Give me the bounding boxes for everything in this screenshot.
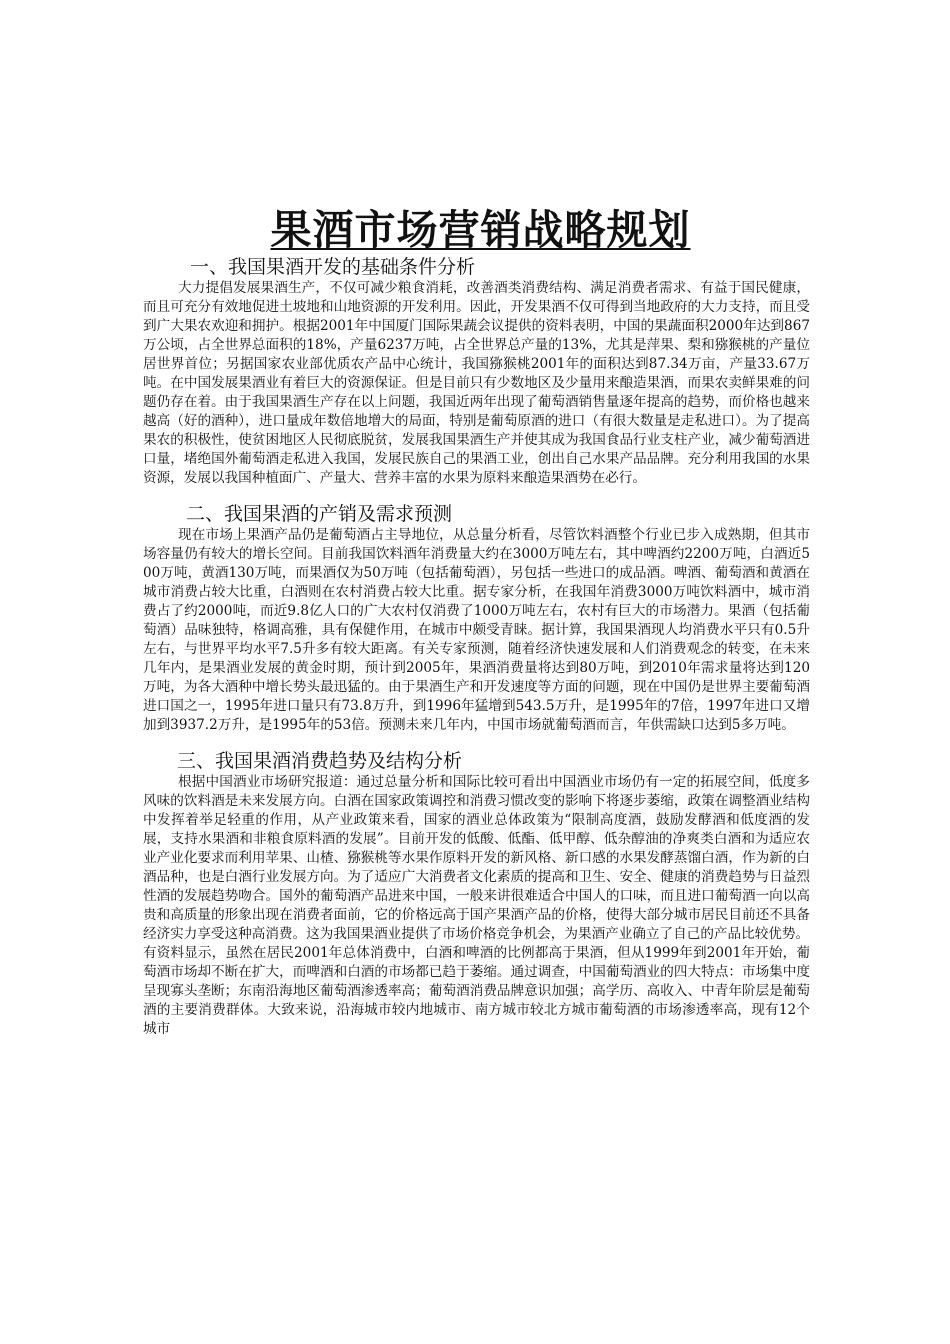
section-3-paragraph-1: 根据中国酒业市场研究报道：通过总量分析和国际比较可看出中国酒业市场仍有一定的拓展空间，低度多风味的饮料酒是未来发展方向。白酒在国家政策调控和消费习惯改变的影响下将逐步萎缩，政策在调整酒业结构中发挥着举足轻重的作用，从产业政策来看，国家的酒业总体政策为“限制高度酒，鼓励发酵酒和低度酒的发展，支持水果酒和非粮食原料酒的发展”。目前开发的低酸、低酯、低甲醇、低杂醇油的净爽类白酒和为适应农业产业化要求而利用苹果、山楂、猕猴桃等水果作原料开发的新风格、新口感的水果发酵蒸馏白酒，作为新的白酒品种，也是白酒行业发展方向。为了适应广大消费者文化素质的提高和卫生、安全、健康的消费趋势与日益烈性酒的发展趋势吻合。国外的葡萄酒产品进来中国，一般来讲很难适合中国人的口味，而且进口葡萄酒一向以高贵和高质量的形象出现在消费者面前，它的价格远高于国产果酒产品的价格，使得大部分城市居民目前还不具备经济实力享受这种高消费。这为我国果酒业提供了市场价格竞争机会，为果酒产业确立了自己的产品比较优势。 — [143, 774, 810, 942]
section-heading-2: 二、我国果酒的产销及需求预测 — [186, 503, 453, 525]
section-heading-3: 三、我国果酒消费趋势及结构分析 — [177, 750, 463, 772]
document-page — [143, 205, 810, 1039]
section-2-paragraph-1: 现在市场上果酒产品仍是葡萄酒占主导地位，从总量分析看，尽管饮料酒整个行业已步入成熟期，但其市场容量仍有较大的增长空间。目前我国饮料酒年消费量大约在3000万吨左右，其中啤酒约2200万吨，白酒近500万吨，黄酒130万吨，而果酒仅为50万吨（包括葡萄酒），另包括一些进口的成品酒。啤酒、葡萄酒和黄酒在城市消费占较大比重，白酒则在农村消费占较大比重。据专家分析，在我国年消费3000万吨饮料酒中，城市消费占了约2000吨，而近9.8亿人口的广大农村仅消费了1000万吨左右，农村有巨大的市场潜力。果酒（包括葡萄酒）品味独特，格调高雅，具有保健作用，在城市中颇受青睐。据计算，我国果酒现人均消费水平只有0.5升左右，与世界平均水平7.5升多有较大距离。有关专家预测，随着经济快速发展和人们消费观念的转变，在未来几年内，是果酒业发展的黄金时期，预计到2005年，果酒消费量将达到80万吨，到2010年需求量将达到120万吨，为各大酒种中增长势头最迅猛的。由于果酒生产和开发速度等方面的问题，现在中国仍是世界主要葡萄酒进口国之一，1995年进口量只有73.8万升，到1996年猛增到543.5万升，是1995年的7倍，1997年进口又增加到3937.2万升，是1995年的53倍。预测未来几年内，中国市场就葡萄酒而言，年供需缺口达到5多万吨。 — [143, 527, 810, 733]
section-heading-1: 一、我国果酒开发的基础条件分析 — [190, 256, 476, 278]
document-title: 果酒市场营销战略规划 — [270, 206, 691, 254]
section-1-paragraph-1: 大力提倡发展果酒生产，不仅可减少粮食消耗，改善酒类消费结构、满足消费者需求、有益于国民健康，而且可充分有效地促进土坡地和山地资源的开发利用。因此，开发果酒不仅可得到当地政府的大力支持，而且受到广大果农欢迎和拥护。根据2001年中国厦门国际果蔬会议提供的资料表明，中国的果蔬面积2000年达到867万公顷，占全世界总面积的18%，产量6237万吨，占全世界总产量的13%，尤其是萍果、梨和猕猴桃的产量位居世界首位；另据国家农业部优质农产品中心统计，我国猕猴桃2001年的面积达到87.34万亩，产量33.67万吨。在中国发展果酒业有着巨大的资源保证。但是目前只有少数地区及少量用来酿造果酒，而果农卖鲜果难的问题仍存在着。由于我国果酒生产存在以上问题，我国近两年出现了葡萄酒销售量逐年提高的趋势，而价格也越来越高（好的酒种），进口量成年数倍地增大的局面，特别是葡萄原酒的进口（有很大数量是走私进口）。为了提高果农的积极性，使贫困地区人民彻底脱贫，发展我国果酒生产并使其成为我国食品行业支柱产业，减少葡萄酒进口量，堵绝国外葡萄酒走私进入我国，发展民族自己的果酒工业，创出自己水果产品品牌。充分利用我国的水果资源，发展以我国种植面广、产量大、营养丰富的水果为原料来酿造果酒势在必行。 — [143, 280, 810, 486]
section-3-paragraph-2: 有资料显示，虽然在居民2001年总体消费中，白酒和啤酒的比例都高于果酒，但从1999年到2001年开始，葡萄酒市场却不断在扩大，而啤酒和白酒的市场都已趋于萎缩。通过调查，中国葡萄酒业的四大特点：市场集中度呈现寡头垄断；东南沿海地区葡萄酒渗透率高；葡萄酒消费品牌意识加强；高学历、高收入、中青年阶层是葡萄酒的主要消费群体。大致来说，沿海城市较内地城市、南方城市较北方城市葡萄酒的市场渗透率高，现有12个城市 — [143, 945, 810, 1037]
